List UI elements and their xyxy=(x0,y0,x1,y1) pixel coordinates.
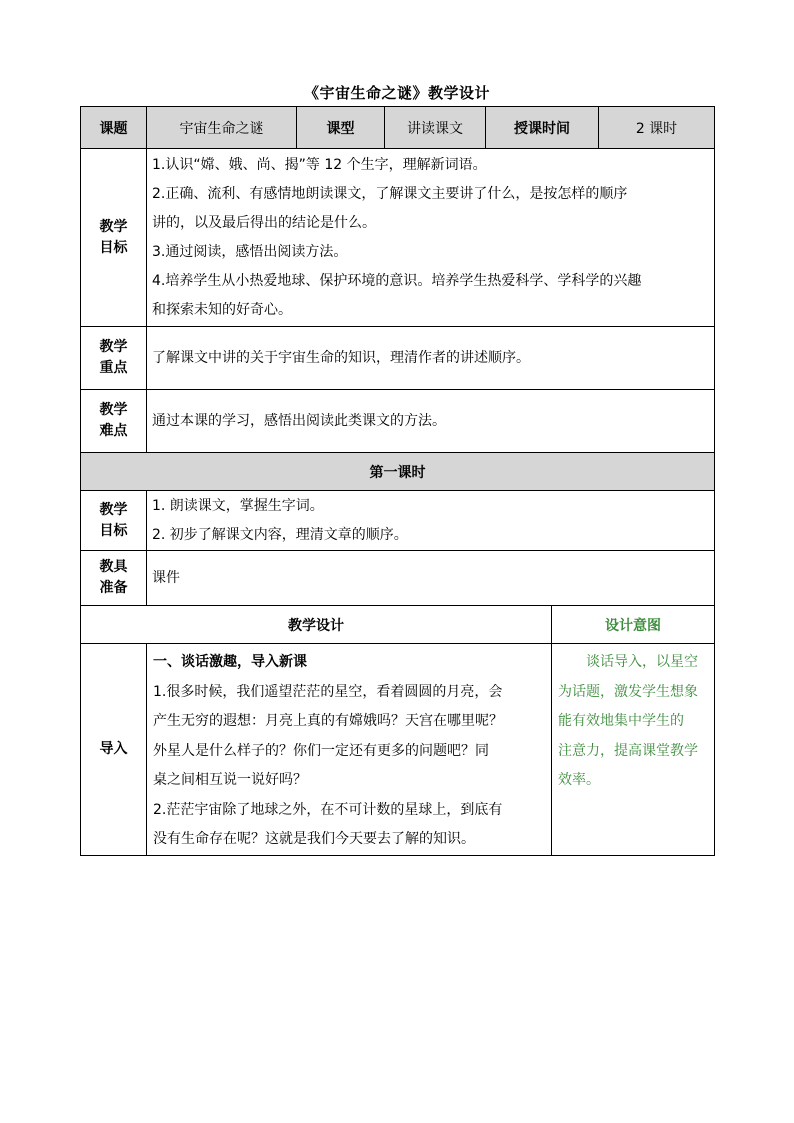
intro-line: 1.很多时候，我们遥望茫茫的星空，看着圆圆的月亮，会 xyxy=(153,683,503,700)
design-header: 教学设计 xyxy=(81,606,552,644)
goal-line: 4.培养学生从小热爱地球、保护环境的意识。培养学生热爱科学、学科学的兴趣 xyxy=(152,272,642,289)
lesson-goals-row xyxy=(81,491,715,551)
difficulties-row xyxy=(81,390,715,453)
lesson-goals-content xyxy=(147,491,715,551)
intro-content xyxy=(147,644,552,856)
intro-row xyxy=(81,644,715,856)
intro-line: 2.茫茫宇宙除了地球之外，在不可计数的星球上，到底有 xyxy=(153,801,503,818)
goal-line: 2.正确、流利、有感情地朗读课文，了解课文主要讲了什么，是按怎样的顺序 xyxy=(152,185,628,202)
intro-line: 产生无穷的遐想：月亮上真的有嫦娥吗？天宫在哪里呢？ xyxy=(153,713,503,729)
tools-row xyxy=(81,551,715,606)
intro-label: 导入 xyxy=(81,644,147,856)
time-value: 2 课时 xyxy=(599,107,715,149)
goal-line: 讲的，以及最后得出的结论是什么。 xyxy=(152,214,376,231)
intent-line: 谈话导入，以星空 xyxy=(558,654,698,670)
goal-line: 1.认识“嫦、娥、尚、揭”等 12 个生字，理解新词语。 xyxy=(152,156,487,173)
intent-header: 设计意图 xyxy=(552,606,715,644)
lesson-goal-line: 1. 朗读课文，掌握生字词。 xyxy=(152,497,324,514)
intro-line: 没有生命存在呢？这就是我们今天要去了解的知识。 xyxy=(153,831,475,847)
time-label: 授课时间 xyxy=(486,107,599,149)
intro-intent xyxy=(552,644,715,856)
course-value: 宇宙生命之谜 xyxy=(147,107,297,149)
goals-label: 教学 目标 xyxy=(81,149,147,327)
goal-line: 和探索未知的好奇心。 xyxy=(152,301,292,318)
intro-line: 桌之间相互说一说好吗？ xyxy=(153,772,307,788)
type-value: 讲读课文 xyxy=(385,107,486,149)
intent-line: 为话题，激发学生想象 xyxy=(558,683,698,700)
lesson-plan-table xyxy=(80,106,715,856)
key-points-row xyxy=(81,327,715,390)
intro-heading: 一、谈话激趣，导入新课 xyxy=(153,654,307,670)
goals-content xyxy=(147,149,715,327)
difficulties-label: 教学 难点 xyxy=(81,390,147,453)
type-label: 课型 xyxy=(297,107,385,149)
intent-line: 能有效地集中学生的 xyxy=(558,713,684,729)
tools-content: 课件 xyxy=(147,551,715,606)
first-lesson-title: 第一课时 xyxy=(81,453,715,491)
first-lesson-row xyxy=(81,453,715,491)
key-points-content: 了解课文中讲的关于宇宙生命的知识，理清作者的讲述顺序。 xyxy=(147,327,715,390)
header-row xyxy=(81,107,715,149)
course-label: 课题 xyxy=(81,107,147,149)
design-header-row xyxy=(81,606,715,644)
lesson-goals-label: 教学 目标 xyxy=(81,491,147,551)
key-points-label: 教学 重点 xyxy=(81,327,147,390)
document-title: 《宇宙生命之谜》教学设计 xyxy=(303,84,490,102)
difficulties-content: 通过本课的学习，感悟出阅读此类课文的方法。 xyxy=(147,390,715,453)
intent-line: 注意力，提高课堂教学 xyxy=(558,742,698,759)
lesson-goal-line: 2. 初步了解课文内容，理清文章的顺序。 xyxy=(152,526,408,543)
goals-row xyxy=(81,149,715,327)
goal-line: 3.通过阅读，感悟出阅读方法。 xyxy=(152,243,348,260)
tools-label: 教具 准备 xyxy=(81,551,147,606)
intro-line: 外星人是什么样子的？你们一定还有更多的问题吧？同 xyxy=(153,742,489,759)
intent-line: 效率。 xyxy=(558,772,600,788)
